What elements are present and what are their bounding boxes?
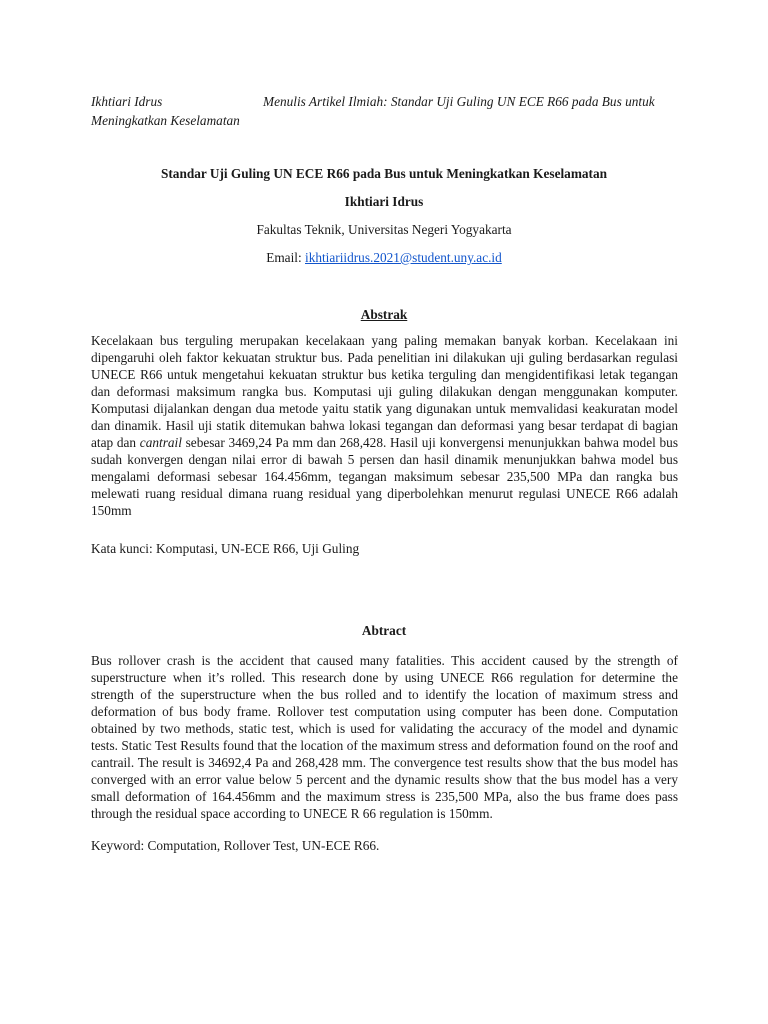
running-head-author: Ikhtiari Idrus — [91, 94, 163, 109]
email-link[interactable]: ikhtiariidrus.2021@student.uny.ac.id — [305, 250, 502, 265]
article-author: Ikhtiari Idrus — [344, 194, 424, 209]
abstrak-body-part2: sebesar 3469,24 Pa mm dan 268,428. Hasil uji konvergensi menunjukkan bahwa model bus sudah konvergen dengan nilai error di bawah 5 persen dan hasil dinamik menunjukkan bahwa model bus mengalami deformasi sebesar 164.456mm, tegangan maksimum sebesar 235,500 MPa dan rangka bus melewati ruang residual dimana ruang residual yang diperbolehkan menurut regulasi UNECE R66 adalah 150mm — [91, 435, 678, 518]
running-head-title-line1: Menulis Artikel Ilmiah: Standar Uji Guling UN ECE R66 pada Bus untuk — [263, 94, 655, 109]
running-head — [91, 92, 691, 130]
author-email-line — [0, 250, 768, 266]
abstrak-body-italic-term: cantrail — [139, 435, 182, 450]
abstrak-keywords: Kata kunci: Komputasi, UN-ECE R66, Uji Guling — [91, 541, 360, 556]
email-label: Email: — [266, 250, 305, 265]
abstrak-body — [91, 332, 678, 519]
abstract-keywords: Keyword: Computation, Rollover Test, UN-ECE R66. — [91, 838, 380, 853]
abstrak-body-part1: Kecelakaan bus terguling merupakan kecelakaan yang paling memakan banyak korban. Kecelakaan ini dipengaruhi oleh faktor kekuatan struktur bus. Pada penelitian ini dilakukan uji guling berdasarkan regulasi UNECE R66 untuk mengetahui kekuatan struktur bus ketika terguling dan mengidentifikasi letak tegangan dan deformasi maksimum rangka bus. Komputasi uji guling dilakukan dengan menggunakan komputer. Komputasi dijalankan dengan dua metode yaitu statik yang digunakan untuk memvalidasi keakuratan model dan dinamik. Hasil uji statik ditemukan bahwa lokasi tegangan dan deformasi yang besar terdapat di bagian atap dan — [91, 333, 678, 450]
author-affiliation: Fakultas Teknik, Universitas Negeri Yogyakarta — [256, 222, 512, 237]
abstract-heading: Abtract — [361, 623, 407, 638]
abstrak-heading: Abstrak — [360, 307, 408, 322]
running-head-title-line2: Meningkatkan Keselamatan — [91, 113, 240, 128]
abstract-body: Bus rollover crash is the accident that caused many fatalities. This accident caused by the strength of superstructure when it’s rolled. This research done by using UNECE R66 regulation for determine the strength of the superstructure when the bus rolled and to identify the location of maximum stress and deformation of bus body frame. Rollover test computation using computer has been done. Computation obtained by two methods, static test, which is used for validating the accuracy of the model and dynamic tests. Static Test Results found that the location of the maximum stress and deformation found on the roof and cantrail. The result is 34692,4 Pa and 268,428 mm. The convergence test results show that the bus model has converged with an error value below 5 percent and the dynamic results show that the bus model has a very small deformation of 164.456mm and the maximum stress is 235,500 MPa, also the bus frame does pass through the residual space according to UNECE R 66 regulation is 150mm. — [91, 653, 678, 821]
article-title: Standar Uji Guling UN ECE R66 pada Bus untuk Meningkatkan Keselamatan — [160, 166, 608, 181]
